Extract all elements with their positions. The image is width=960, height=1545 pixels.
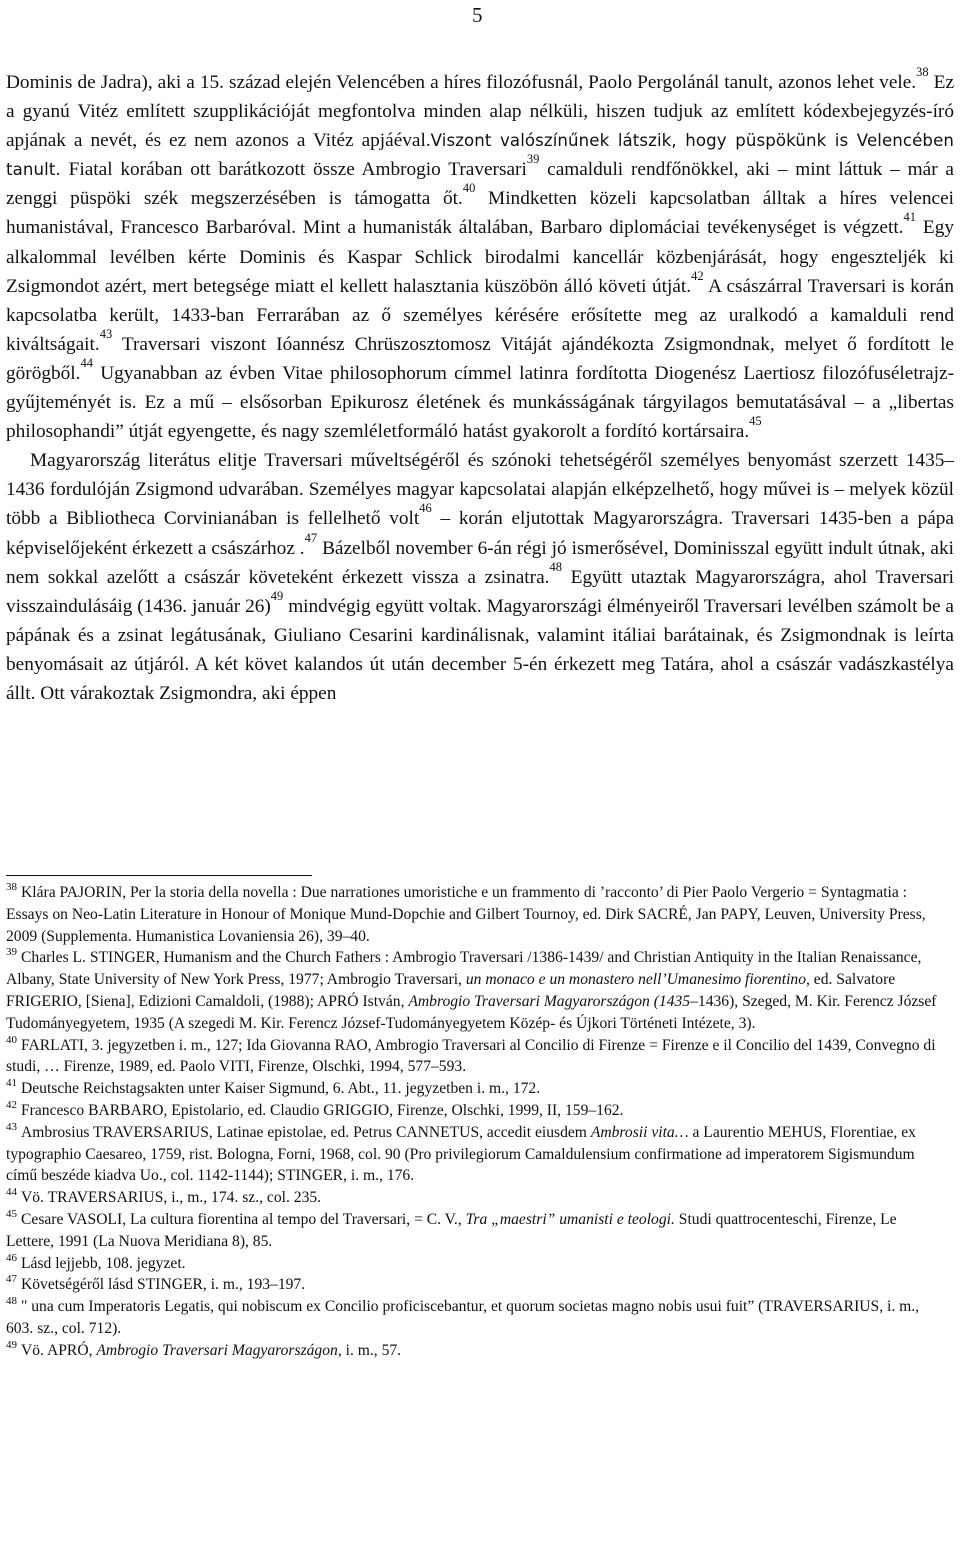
footnote-ref-46: 46 <box>419 501 432 516</box>
footnote-48 <box>6 1296 946 1340</box>
text-run: Bázelből november 6-án régi jó ismerősével, Dominisszal együtt indult útnak, aki nem sokkal azelőtt a császár követeként érkezett vissza a zsinatra. <box>6 537 954 588</box>
footnote-49 <box>6 1340 946 1362</box>
text-run: – korán eljutottak Magyarországra. Traversari 1435-ben a pápa képviselőjeként érkezett a császárhoz . <box>6 508 954 559</box>
text-run: Fiatal korában ott barátkozott össze Ambrogio Traversari <box>60 159 527 181</box>
footnote-number: 46 <box>6 1251 17 1264</box>
text-run: Magyarország literátus elitje Traversari műveltségéről és szónoki tehetségéről személyes benyomást szerzett 1435–1436 fordulóján Zsigmond udvarában. Személyes magyar kapcsolatai alapján elképzelhető, hogy művei is – melyek közül több a Bibliotheca Corvinianában is fellelhető volt <box>6 450 954 530</box>
footnote-italic-text: Ambrogio Traversari Magyarországon (1435 <box>408 992 691 1010</box>
text-run: Traversari viszont Ióannész Chrüszosztomosz Vitáját ajándékozta Zsigmondnak, melyet ő fordított le görögből. <box>6 333 954 384</box>
footnote-separator <box>6 875 312 876</box>
footnote-text: Deutsche Reichstagsakten unter Kaiser Sigmund, 6. Abt., 11. jegyzetben i. m., 172. <box>21 1080 541 1098</box>
footnote-italic-text: Ambrogio Traversari Magyarországon <box>96 1341 338 1359</box>
footnote-ref-38: 38 <box>916 65 929 79</box>
footnote-text: Cesare VASOLI, La cultura fiorentina al tempo del Traversari, = C. V., <box>21 1210 466 1228</box>
text-run: Ugyanabban az évben Vitae philosophorum címmel latinra fordította Diogenész Laertiosz filozófuséletrajz-gyűjteményét is. Ez a mű – elsősorban Epikurosz életének és munkásságának tárgyilagos bemutatásával – a „libertas philosophandi” útját egyengette, és nagy szemléletformáló hatást gyakorolt a fordító kortársaira. <box>6 362 954 443</box>
text-run: Mindketten közeli kapcsolatban álltak a híres velencei humanistával, Francesco Barbaróval. Mint a humanisták általában, Barbaro diplomáciai tevékenységet is végzett. <box>6 188 954 239</box>
footnote-47 <box>6 1274 946 1296</box>
footnote-ref-43: 43 <box>99 326 113 341</box>
footnote-text: Lásd lejjebb, 108. jegyzet. <box>21 1254 186 1272</box>
footnote-number: 41 <box>6 1077 17 1090</box>
footnote-italic-text: un monaco e un monastero nell’Umanesimo fiorentino, <box>465 971 810 989</box>
footnote-text: Klára PAJORIN, Per la storia della novella : Due narrationes umoristiche e un frammento di ’racconto’ di Pier Paolo Vergerio = Syntagmatia : Essays on Neo-Latin Literature in Honour of Monique Mund-Dopchie and Gilbert Tournoy, ed. Dirk SACRÉ, Jan PAPY, Leuven, University Press, 2009 (Supplementa. Humanistica Lovaniensia 26), 39–40. <box>6 884 926 945</box>
footnote-text: Ambrosius TRAVERSARIUS, Latinae epistolae, ed. Petrus CANNETUS, accedit eiusdem <box>21 1123 591 1141</box>
footnote-ref-41: 41 <box>903 210 916 225</box>
footnote-number: 47 <box>6 1273 17 1286</box>
footnote-45 <box>6 1209 946 1253</box>
footnote-text: ed. Salvatore FRIGERIO, [Siena], Edizioni Camaldoli, (1988); APRÓ István, <box>6 971 896 1010</box>
page-number: 5 <box>472 3 483 27</box>
footnote-number: 44 <box>6 1186 17 1199</box>
paragraph-1 <box>6 65 955 446</box>
footnote-number: 40 <box>6 1033 17 1046</box>
footnote-italic-text: Tra „maestri” umanisti e teologi. <box>465 1210 675 1228</box>
footnote-44 <box>6 1187 946 1209</box>
text-run: mindvégig együtt voltak. Magyarországi élményeiről Traversari levélben számolt be a pápának és a zsinat legátusának, Giuliano Cesarini kardinálisnak, valamint itáliai barátainak, és Zsigmondnak is leírta benyomásait az útjáról. A két követ kalandos út után december 5-én érkezett meg Tatára, ahol a császár vadászkastélya állt. Ott várakoztak Zsigmondra, aki éppen <box>6 595 954 704</box>
footnote-38 <box>6 882 946 947</box>
footnote-text: Studi quattrocenteschi, Firenze, Le Lettere, 1991 (La Nuova Meridiana 8), 85. <box>6 1210 897 1250</box>
footnote-text: Vö. APRÓ, <box>21 1341 97 1359</box>
footnote-ref-44: 44 <box>80 355 93 370</box>
footnote-ref-45: 45 <box>749 414 762 429</box>
footnote-text: " una cum Imperatoris Legatis, qui nobiscum ex Concilio proficiscebantur, et quorum societas magno nobis usui fuit” (TRAVERSARIUS, i. m., 603. sz., col. 712). <box>6 1298 920 1337</box>
text-run: Dominis de Jadra), aki a 15. század elején Velencében a híres filozófusnál, Paolo Pergolánál tanult, azonos lehet vele. <box>6 72 917 93</box>
footnote-43 <box>6 1122 946 1187</box>
footnote-text: a Laurentio MEHUS, Florentiae, ex typographio Caesareo, 1759, rist. Bologna, Forni, 1968, col. 90 (Pro privilegiorum Camaldulensium confirmatione ad imperatorem Sigismundum című beszéde kiadva Uo., col. 1142-1144); STINGER, i. m., 176. <box>6 1123 916 1185</box>
body-text <box>6 65 955 708</box>
footnote-40 <box>6 1035 946 1079</box>
footnote-ref-48: 48 <box>549 559 562 574</box>
footnote-ref-49: 49 <box>270 588 284 603</box>
footnote-41 <box>6 1078 946 1100</box>
footnote-ref-47: 47 <box>304 530 318 545</box>
footnote-number: 45 <box>6 1207 17 1220</box>
footnote-ref-40: 40 <box>462 181 476 196</box>
footnote-number: 38 <box>6 881 17 893</box>
footnote-text: FARLATI, 3. jegyzetben i. m., 127; Ida Giovanna RAO, Ambrogio Traversari al Concilio di Firenze = Firenze e il Concilio del 1439, Convegno di studi, … Firenze, 1989, ed. Paolo VITI, Firenze, Olschki, 1994, 577–593. <box>6 1036 936 1076</box>
footnote-number: 43 <box>6 1120 17 1133</box>
footnote-text: –1436), Szeged, M. Kir. Ferencz József Tudományegyetem, 1935 (A szegedi M. Kir. Ferencz József-Tudományegyetem Közép- és Újkori Történeti Intézete, 3). <box>6 992 937 1032</box>
footnote-number: 48 <box>6 1295 17 1308</box>
footnote-italic-text: Ambrosii vita… <box>590 1123 689 1141</box>
footnote-text: Követségéről lásd STINGER, i. m., 193–197. <box>21 1276 306 1294</box>
footnote-number: 42 <box>6 1098 17 1111</box>
footnote-text: Vö. TRAVERSARIUS, i., m., 174. sz., col. 235. <box>21 1189 322 1207</box>
footnote-number: 39 <box>6 946 17 959</box>
text-run: Együtt utaztak Magyarországra, ahol Traversari visszaindulásáig (1436. január 26) <box>6 566 955 617</box>
footnote-text: Charles L. STINGER, Humanism and the Church Fathers : Ambrogio Traversari /1386-1439/ and Christian Antiquity in the Italian Renaissance, Albany, State University of New York Press, 1977; Ambrogio Traversari, <box>6 949 922 989</box>
footnote-46 <box>6 1253 946 1275</box>
text-run: A császárral Traversari is korán kapcsolatba került, 1433-ban Ferrarában az ő személyes kérésére erősítette meg az uralkodó a kamalduli rend kiváltságait. <box>6 275 954 355</box>
footnotes <box>6 882 946 1362</box>
footnote-42 <box>6 1100 946 1122</box>
text-run: camalduli rendfőnökkel, aki – mint láttuk – már a zenggi püspöki szék megszerzésében is támogatta őt. <box>6 159 954 210</box>
footnote-text: , i. m., 57. <box>337 1341 402 1359</box>
text-run-sans: Viszont valószínűnek látszik, hogy püspökünk is Velencében tanult. <box>6 131 954 180</box>
footnote-number: 49 <box>6 1338 17 1351</box>
text-run: Ez a gyanú Vitéz említett szupplikációját megfontolva minden alap nélküli, hiszen tudjuk az említett kódexbejegyzés-író apjának a nevét, és ez nem azonos a Vitéz apjáéval. <box>6 72 955 152</box>
footnote-ref-42: 42 <box>691 268 704 283</box>
paragraph-2 <box>6 446 954 708</box>
footnote-ref-39: 39 <box>526 152 540 167</box>
footnote-39 <box>6 947 946 1034</box>
text-run: Egy alkalommal levélben kérte Dominis és Kaspar Schlick birodalmi kancellár közbenjárását, hogy engeszteljék ki Zsigmondot azért, mert betegsége miatt el kellett halasztania küszöbön álló követi útját. <box>6 217 954 297</box>
footnote-text: Francesco BARBARO, Epistolario, ed. Claudio GRIGGIO, Firenze, Olschki, 1999, II, 159–162. <box>21 1101 624 1119</box>
